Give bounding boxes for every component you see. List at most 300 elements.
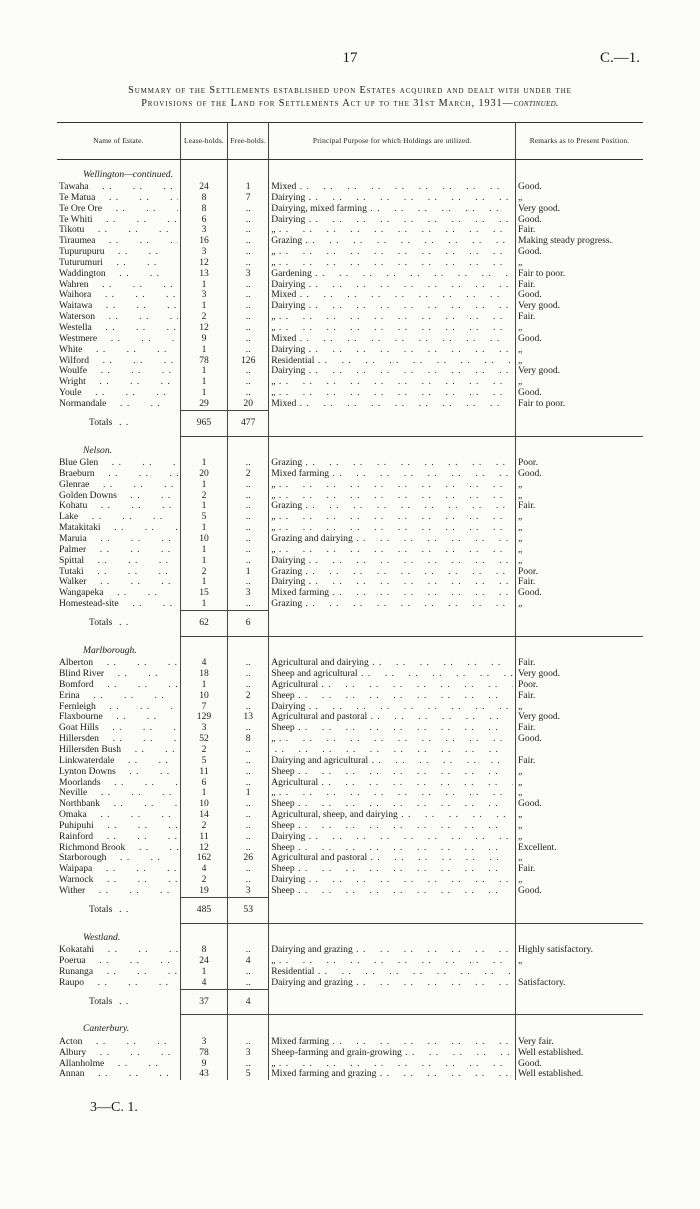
table-row	[57, 236, 643, 247]
leaseholds-cell: 52	[180, 734, 227, 745]
totals-spacer-purpose	[269, 897, 516, 923]
purpose-text: „ . .	[271, 377, 513, 388]
remarks-cell: Fair.	[515, 756, 643, 767]
estate-name-cell	[57, 545, 180, 556]
remarks-cell	[515, 745, 643, 756]
estate-name-cell	[57, 388, 180, 399]
estate-name-cell	[57, 669, 180, 680]
leaseholds-cell: 1	[180, 377, 227, 388]
totals-label-cell	[57, 410, 180, 436]
freeholds-cell: ..	[228, 366, 269, 377]
section-header-row	[57, 160, 643, 183]
table-row	[57, 832, 643, 843]
purpose-cell	[269, 280, 516, 291]
purpose-cell	[269, 225, 516, 236]
table-row	[57, 864, 643, 875]
estate-name: Waitawa . .	[59, 301, 178, 312]
purpose-text: „ . .	[271, 480, 513, 491]
freeholds-cell: ..	[228, 723, 269, 734]
table-row	[57, 345, 643, 356]
table-row	[57, 756, 643, 767]
estate-name: Flaxbourne . .	[59, 712, 178, 723]
freeholds-cell: ..	[228, 545, 269, 556]
estate-name-cell	[57, 821, 180, 832]
freeholds-cell: ..	[228, 388, 269, 399]
estate-name-cell	[57, 280, 180, 291]
estate-name-cell	[57, 399, 180, 410]
purpose-text: Grazing . .	[271, 458, 513, 469]
estate-name: Youle . .	[59, 388, 178, 399]
estate-name-cell	[57, 1048, 180, 1059]
freeholds-cell: 7	[228, 193, 269, 204]
purpose-text: Dairying . .	[271, 366, 513, 377]
table-row	[57, 1048, 643, 1059]
purpose-text: Mixed farming . .	[271, 588, 513, 599]
table-row	[57, 290, 643, 301]
remarks-cell: „	[515, 356, 643, 367]
estate-name: Neville . .	[59, 788, 178, 799]
column-header-leaseholds: Lease-holds.	[180, 123, 227, 160]
remarks-cell: Fair.	[515, 864, 643, 875]
leaseholds-cell: 1	[180, 523, 227, 534]
estate-name-cell	[57, 1059, 180, 1070]
leaseholds-cell: 4	[180, 978, 227, 989]
purpose-text: Dairying . .	[271, 345, 513, 356]
table-header-row	[57, 123, 643, 160]
purpose-cell	[269, 788, 516, 799]
settlements-table	[57, 122, 643, 1080]
remarks-cell: Poor.	[515, 458, 643, 469]
column-header-freeholds: Free-holds.	[228, 123, 269, 160]
table-row	[57, 588, 643, 599]
estate-name: Northbank . .	[59, 799, 178, 810]
totals-label: Totals . .	[89, 905, 178, 916]
table-row	[57, 258, 643, 269]
leaseholds-cell: 12	[180, 258, 227, 269]
table-row	[57, 334, 643, 345]
section-label: Marlborough.	[83, 644, 137, 656]
table-row	[57, 1037, 643, 1048]
purpose-cell	[269, 756, 516, 767]
section-spacer-purpose	[269, 636, 516, 658]
purpose-cell	[269, 377, 516, 388]
remarks-cell: „	[515, 512, 643, 523]
leaseholds-cell: 7	[180, 702, 227, 713]
total-leaseholds: 965	[180, 410, 227, 436]
estate-name-cell	[57, 523, 180, 534]
table-row	[57, 945, 643, 956]
leaseholds-cell: 3	[180, 723, 227, 734]
freeholds-cell: ..	[228, 556, 269, 567]
freeholds-cell: ..	[228, 669, 269, 680]
purpose-cell	[269, 1048, 516, 1059]
estate-name: Tiraumea . .	[59, 236, 178, 247]
table-row	[57, 577, 643, 588]
totals-row	[57, 610, 643, 636]
freeholds-cell: ..	[228, 756, 269, 767]
freeholds-cell: 26	[228, 853, 269, 864]
table-row	[57, 1059, 643, 1070]
title-line-1: Summary of the Settlements established upon Estates acquired and dealt with under the	[128, 85, 572, 96]
estate-name-cell	[57, 225, 180, 236]
estate-name: Te Whiti . .	[59, 215, 178, 226]
remarks-cell: „	[515, 767, 643, 778]
purpose-text: Grazing . .	[271, 599, 513, 610]
purpose-cell	[269, 875, 516, 886]
table-row	[57, 680, 643, 691]
estate-name: Tupurupuru . .	[59, 247, 178, 258]
remarks-cell	[515, 967, 643, 978]
leaseholds-cell: 3	[180, 290, 227, 301]
purpose-text: „ . .	[271, 323, 513, 334]
purpose-cell	[269, 745, 516, 756]
estate-name: Bomford . .	[59, 680, 178, 691]
totals-row	[57, 897, 643, 923]
section-spacer-purpose	[269, 160, 516, 183]
estate-name-cell	[57, 832, 180, 843]
estate-name: Woulfe . .	[59, 366, 178, 377]
estate-name-cell	[57, 588, 180, 599]
section-spacer-purpose	[269, 436, 516, 458]
estate-name: Waterson . .	[59, 312, 178, 323]
estate-name-cell	[57, 480, 180, 491]
remarks-cell: Fair to poor.	[515, 399, 643, 410]
estate-name: Warnock . .	[59, 875, 178, 886]
table-row	[57, 853, 643, 864]
freeholds-cell: ..	[228, 599, 269, 610]
remarks-cell: Very good.	[515, 366, 643, 377]
remarks-cell: Well established.	[515, 1048, 643, 1059]
total-freeholds: 477	[228, 410, 269, 436]
estate-name: Spittal . .	[59, 556, 178, 567]
estate-name-cell	[57, 680, 180, 691]
table-body	[57, 160, 643, 1081]
freeholds-cell: 4	[228, 956, 269, 967]
purpose-text: Grazing and dairying . .	[271, 534, 513, 545]
estate-name: Omaka . .	[59, 810, 178, 821]
purpose-cell	[269, 193, 516, 204]
estate-name: Linkwaterdale . .	[59, 756, 178, 767]
table-row	[57, 712, 643, 723]
purpose-text: Agricultural and pastoral . .	[271, 853, 513, 864]
remarks-cell: Highly satisfactory.	[515, 945, 643, 956]
estate-name-cell	[57, 534, 180, 545]
estate-name: Rainford . .	[59, 832, 178, 843]
remarks-cell: „	[515, 778, 643, 789]
freeholds-cell: ..	[228, 534, 269, 545]
purpose-text: „ . .	[271, 258, 513, 269]
freeholds-cell: 13	[228, 712, 269, 723]
remarks-cell: „	[515, 853, 643, 864]
leaseholds-cell: 1	[180, 545, 227, 556]
total-leaseholds: 37	[180, 989, 227, 1015]
estate-name-cell	[57, 491, 180, 502]
totals-spacer-purpose	[269, 989, 516, 1015]
table-row	[57, 323, 643, 334]
estate-name: Puhipuhi . .	[59, 821, 178, 832]
remarks-cell: „	[515, 875, 643, 886]
purpose-text: Agricultural and pastoral . .	[271, 712, 513, 723]
section-spacer-free	[228, 436, 269, 458]
purpose-cell	[269, 204, 516, 215]
freeholds-cell: ..	[228, 658, 269, 669]
table-row	[57, 280, 643, 291]
purpose-text: Dairying and grazing . .	[271, 978, 513, 989]
estate-name: Wangapeka . .	[59, 588, 178, 599]
table-row	[57, 491, 643, 502]
estate-name: Te Matua . .	[59, 193, 178, 204]
estate-name: Waipapa . .	[59, 864, 178, 875]
purpose-text: Dairying . .	[271, 556, 513, 567]
table-row	[57, 875, 643, 886]
purpose-cell	[269, 523, 516, 534]
totals-row	[57, 410, 643, 436]
purpose-text: Mixed farming . .	[271, 469, 513, 480]
purpose-cell	[269, 247, 516, 258]
table-row	[57, 269, 643, 280]
freeholds-cell: ..	[228, 236, 269, 247]
purpose-text: Sheep . .	[271, 799, 513, 810]
table-row	[57, 312, 643, 323]
section-spacer-lease	[180, 160, 227, 183]
total-leaseholds: 485	[180, 897, 227, 923]
purpose-text: Agricultural . .	[271, 680, 513, 691]
remarks-cell: Good.	[515, 469, 643, 480]
remarks-cell: Good.	[515, 334, 643, 345]
table-row	[57, 1069, 643, 1080]
estate-name-cell	[57, 501, 180, 512]
purpose-cell	[269, 399, 516, 410]
purpose-cell	[269, 345, 516, 356]
estate-name: Fernleigh . .	[59, 702, 178, 713]
purpose-text: Sheep . .	[271, 723, 513, 734]
estate-name: Westmere . .	[59, 334, 178, 345]
purpose-cell	[269, 734, 516, 745]
estate-name: Waddington . .	[59, 269, 178, 280]
remarks-cell: „	[515, 821, 643, 832]
leaseholds-cell: 9	[180, 1059, 227, 1070]
estate-name: Kokatahi . .	[59, 945, 178, 956]
purpose-text: „ . .	[271, 388, 513, 399]
freeholds-cell: ..	[228, 312, 269, 323]
purpose-text: Grazing . .	[271, 567, 513, 578]
estate-name-cell	[57, 182, 180, 193]
table-row	[57, 810, 643, 821]
leaseholds-cell: 1	[180, 556, 227, 567]
column-header-remarks: Remarks as to Present Position.	[515, 123, 643, 160]
freeholds-cell: ..	[228, 301, 269, 312]
remarks-cell: Good.	[515, 388, 643, 399]
estate-name-cell	[57, 334, 180, 345]
estate-name-cell	[57, 1069, 180, 1080]
section-spacer-free	[228, 1015, 269, 1037]
leaseholds-cell: 1	[180, 366, 227, 377]
estate-name-cell	[57, 745, 180, 756]
totals-label-cell	[57, 610, 180, 636]
table-row	[57, 723, 643, 734]
purpose-text: Sheep . .	[271, 843, 513, 854]
total-freeholds: 53	[228, 897, 269, 923]
freeholds-cell: 20	[228, 399, 269, 410]
remarks-cell: Good.	[515, 886, 643, 897]
estate-name-cell	[57, 258, 180, 269]
remarks-cell: Very fair.	[515, 1037, 643, 1048]
section-spacer-lease	[180, 1015, 227, 1037]
leaseholds-cell: 2	[180, 745, 227, 756]
estate-name-cell	[57, 945, 180, 956]
remarks-cell: Good.	[515, 588, 643, 599]
leaseholds-cell: 3	[180, 1037, 227, 1048]
purpose-cell	[269, 534, 516, 545]
leaseholds-cell: 2	[180, 567, 227, 578]
freeholds-cell: ..	[228, 967, 269, 978]
estate-name: Hillersden Bush . .	[59, 745, 178, 756]
remarks-cell: „	[515, 556, 643, 567]
freeholds-cell: ..	[228, 1037, 269, 1048]
estate-name: Starborough . .	[59, 853, 178, 864]
section-header-row	[57, 923, 643, 945]
purpose-cell	[269, 1069, 516, 1080]
leaseholds-cell: 3	[180, 247, 227, 258]
totals-spacer-remarks	[515, 410, 643, 436]
estate-name-cell	[57, 215, 180, 226]
estate-name: Wahren . .	[59, 280, 178, 291]
freeholds-cell: 1	[228, 182, 269, 193]
freeholds-cell: 3	[228, 588, 269, 599]
freeholds-cell: ..	[228, 523, 269, 534]
remarks-cell: Very good.	[515, 204, 643, 215]
section-spacer-lease	[180, 436, 227, 458]
purpose-text: Dairying, mixed farming . .	[271, 204, 513, 215]
freeholds-cell: ..	[228, 225, 269, 236]
estate-name-cell	[57, 810, 180, 821]
purpose-text: Sheep . .	[271, 821, 513, 832]
purpose-cell	[269, 945, 516, 956]
estate-name-cell	[57, 290, 180, 301]
estate-name-cell	[57, 875, 180, 886]
leaseholds-cell: 2	[180, 821, 227, 832]
leaseholds-cell: 5	[180, 512, 227, 523]
leaseholds-cell: 1	[180, 280, 227, 291]
table-row	[57, 843, 643, 854]
table-row	[57, 567, 643, 578]
leaseholds-cell: 1	[180, 577, 227, 588]
estate-name-cell	[57, 312, 180, 323]
remarks-cell: Excellent.	[515, 843, 643, 854]
purpose-text: Residential . .	[271, 356, 513, 367]
purpose-cell	[269, 458, 516, 469]
estate-name: Erina . .	[59, 691, 178, 702]
purpose-text: Dairying . .	[271, 875, 513, 886]
freeholds-cell: ..	[228, 799, 269, 810]
leaseholds-cell: 9	[180, 334, 227, 345]
freeholds-cell: ..	[228, 334, 269, 345]
purpose-cell	[269, 767, 516, 778]
table-row	[57, 658, 643, 669]
section-spacer-purpose	[269, 923, 516, 945]
table-row	[57, 669, 643, 680]
table-row	[57, 967, 643, 978]
purpose-text: „ . .	[271, 734, 513, 745]
remarks-cell: „	[515, 480, 643, 491]
purpose-text: Sheep . .	[271, 767, 513, 778]
remarks-cell: Good.	[515, 215, 643, 226]
freeholds-cell: 3	[228, 886, 269, 897]
estate-name-cell	[57, 247, 180, 258]
purpose-cell	[269, 832, 516, 843]
freeholds-cell: ..	[228, 501, 269, 512]
remarks-cell: Very good.	[515, 712, 643, 723]
estate-name: Tikotu . .	[59, 225, 178, 236]
table-row	[57, 377, 643, 388]
estate-name: Acton . .	[59, 1037, 178, 1048]
estate-name: Normandale . .	[59, 399, 178, 410]
remarks-cell: „	[515, 323, 643, 334]
purpose-cell	[269, 967, 516, 978]
leaseholds-cell: 1	[180, 501, 227, 512]
remarks-cell: Poor.	[515, 567, 643, 578]
section-spacer-purpose	[269, 1015, 516, 1037]
purpose-cell	[269, 658, 516, 669]
leaseholds-cell: 19	[180, 886, 227, 897]
estate-name: Waihora . .	[59, 290, 178, 301]
freeholds-cell: ..	[228, 1059, 269, 1070]
remarks-cell: „	[515, 810, 643, 821]
remarks-cell: „	[515, 523, 643, 534]
freeholds-cell: ..	[228, 767, 269, 778]
estate-name-cell	[57, 853, 180, 864]
purpose-text: „ . .	[271, 247, 513, 258]
section-spacer-free	[228, 923, 269, 945]
freeholds-cell: ..	[228, 810, 269, 821]
purpose-cell	[269, 723, 516, 734]
purpose-text: Sheep and agricultural . .	[271, 669, 513, 680]
section-label: Nelson.	[83, 444, 113, 456]
estate-name-cell	[57, 967, 180, 978]
totals-spacer-remarks	[515, 989, 643, 1015]
table-row	[57, 469, 643, 480]
remarks-cell: „	[515, 534, 643, 545]
purpose-cell	[269, 301, 516, 312]
section-spacer-free	[228, 636, 269, 658]
leaseholds-cell: 6	[180, 215, 227, 226]
purpose-text: Dairying . .	[271, 215, 513, 226]
purpose-text: Grazing . .	[271, 236, 513, 247]
leaseholds-cell: 11	[180, 767, 227, 778]
purpose-text: Mixed . .	[271, 182, 513, 193]
estate-name-cell	[57, 956, 180, 967]
estate-name-cell	[57, 599, 180, 610]
estate-name-cell	[57, 734, 180, 745]
purpose-text: „ . .	[271, 523, 513, 534]
leaseholds-cell: 162	[180, 853, 227, 864]
table-row	[57, 182, 643, 193]
leaseholds-cell: 12	[180, 323, 227, 334]
freeholds-cell: ..	[228, 821, 269, 832]
purpose-text: „ . .	[271, 491, 513, 502]
purpose-text: Mixed . .	[271, 399, 513, 410]
section-spacer-remarks	[515, 436, 643, 458]
section-spacer-remarks	[515, 923, 643, 945]
purpose-cell	[269, 215, 516, 226]
freeholds-cell: ..	[228, 577, 269, 588]
table-row	[57, 204, 643, 215]
estate-name: Hillersden . .	[59, 734, 178, 745]
purpose-text: Dairying . .	[271, 702, 513, 713]
estate-name-cell	[57, 886, 180, 897]
purpose-text: Residential . .	[271, 967, 513, 978]
purpose-cell	[269, 512, 516, 523]
